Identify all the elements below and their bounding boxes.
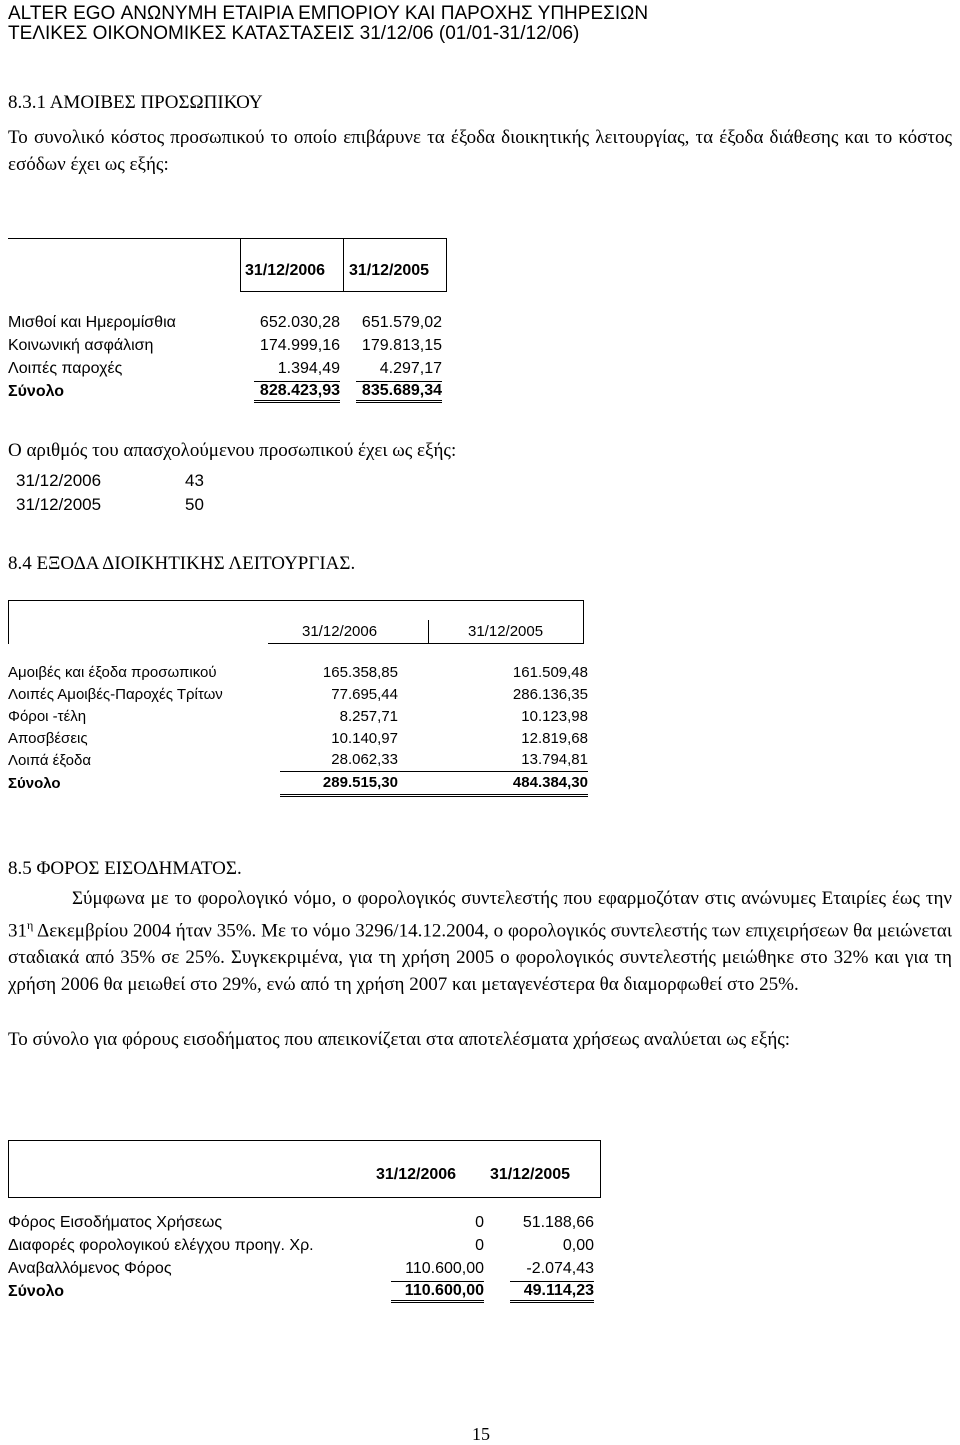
table-total-row xyxy=(8,771,588,795)
staff-date-2005: 31/12/2005 xyxy=(16,495,102,514)
table3-header-2006: 31/12/2006 xyxy=(376,1166,457,1183)
paragraph-1-part-a: Σύμφωνα με το φορολογικό νόμο, ο φορολογικός συντελεστής που εφαρμοζόταν στις ανώνυμες Εταιρίες έως την 31 xyxy=(8,888,952,942)
table1-col1-left-border xyxy=(240,238,241,292)
row-value-2005: 161.509,48 xyxy=(512,663,588,681)
table2-header-2005: 31/12/2005 xyxy=(468,623,544,640)
admin-expenses-table xyxy=(8,661,588,797)
section-title-84: 8.4 ΕΞΟΔΑ ΔΙΟΙΚΗΤΙΚΗΣ ΛΕΙΤΟΥΡΓΙΑΣ. xyxy=(8,553,356,574)
table-row xyxy=(8,749,588,771)
table-row xyxy=(8,705,588,727)
table2-header-2006: 31/12/2006 xyxy=(302,623,378,640)
table1-header-2005: 31/12/2005 xyxy=(349,262,430,279)
row-value-2005: 179.813,15 xyxy=(361,336,442,354)
row-value-2005: 651.579,02 xyxy=(361,313,442,331)
row-label: Φόροι -τέλη xyxy=(8,707,87,725)
table2-col-separator xyxy=(428,620,429,644)
table2-top-border xyxy=(8,600,584,601)
row-value-2006: 10.140,97 xyxy=(331,729,398,747)
row-value-2006: 174.999,16 xyxy=(259,336,340,354)
row-value-2005: 13.794,81 xyxy=(398,749,588,771)
row-value-2006: 0 xyxy=(475,1236,484,1254)
section-85-paragraph-2: Το σύνολο για φόρους εισοδήματος που απεικονίζεται στα αποτελέσματα χρήσεως αναλύεται ως εξής: xyxy=(8,1029,791,1050)
section-title-831: 8.3.1 ΑΜΟΙΒΕΣ ΠΡΟΣΩΠΙΚΟΥ xyxy=(8,92,263,113)
row-value-2006: 28.062,33 xyxy=(280,749,398,771)
report-subtitle: ΤΕΛΙΚΕΣ ΟΙΚΟΝΟΜΙΚΕΣ ΚΑΤΑΣΤΑΣΕΙΣ 31/12/06 (01/01-31/12/06) xyxy=(8,23,580,44)
table-row xyxy=(8,1257,594,1280)
total-value-2006: 289.515,30 xyxy=(280,771,398,795)
table-row xyxy=(8,683,588,705)
table1-header-2006: 31/12/2006 xyxy=(245,262,326,279)
row-value-2006: 8.257,71 xyxy=(339,707,398,725)
row-value-2005: 0,00 xyxy=(562,1236,594,1254)
total-label: Σύνολο xyxy=(8,774,61,792)
table-row xyxy=(8,357,442,380)
row-value-2006: 1.394,49 xyxy=(277,359,340,377)
table-row xyxy=(8,1211,594,1234)
table-row xyxy=(8,661,588,683)
section-title-85: 8.5 ΦΟΡΟΣ ΕΙΣΟΔΗΜΑΤΟΣ. xyxy=(8,858,242,879)
row-value-2006: 165.358,85 xyxy=(322,663,398,681)
row-label: Κοινωνική ασφάλιση xyxy=(8,336,154,354)
staff-count-2005: 50 xyxy=(185,495,204,514)
table-row xyxy=(8,334,442,357)
table3-header-bottom-border xyxy=(8,1197,601,1198)
table-row xyxy=(8,311,442,334)
row-value-2005: 286.136,35 xyxy=(512,685,588,703)
row-label: Αποσβέσεις xyxy=(8,729,88,747)
row-value-2006: 0 xyxy=(475,1213,484,1231)
row-label: Αμοιβές και έξοδα προσωπικού xyxy=(8,663,217,681)
income-tax-table xyxy=(8,1211,594,1304)
table-total-row xyxy=(8,1280,594,1304)
table3-right-border xyxy=(600,1140,601,1198)
row-value-2006: 110.600,00 xyxy=(405,1259,484,1277)
row-value-2006: 77.695,44 xyxy=(331,685,398,703)
row-label: Λοιπά έξοδα xyxy=(8,751,92,769)
total-label: Σύνολο xyxy=(8,1283,65,1300)
row-value-2005: 10.123,98 xyxy=(521,707,588,725)
row-value-2005: 51.188,66 xyxy=(522,1213,594,1231)
row-label: Λοιπές Αμοιβές-Παροχές Τρίτων xyxy=(8,685,223,703)
total-label: Σύνολο xyxy=(8,383,65,400)
personnel-cost-table xyxy=(8,311,442,404)
total-value-2005: 49.114,23 xyxy=(510,1281,594,1303)
row-label: Αναβαλλόμενος Φόρος xyxy=(8,1259,172,1277)
row-value-2006: 652.030,28 xyxy=(259,313,340,331)
section-85-paragraph-1 xyxy=(8,885,952,998)
table3-header-2005: 31/12/2005 xyxy=(490,1166,571,1183)
row-label: Μισθοί και Ημερομίσθια xyxy=(8,313,176,331)
row-value-2005: 12.819,68 xyxy=(521,729,588,747)
table-row xyxy=(8,1234,594,1257)
total-value-2005: 835.689,34 xyxy=(356,381,442,403)
table1-header-bottom-border xyxy=(240,291,447,292)
table-total-row xyxy=(8,380,442,404)
table-row xyxy=(8,727,588,749)
row-label: Διαφορές φορολογικού ελέγχου προηγ. Χρ. xyxy=(8,1236,314,1254)
row-value-2005: -2.074,43 xyxy=(526,1259,594,1277)
total-value-2005: 484.384,30 xyxy=(398,771,588,795)
table1-top-border xyxy=(8,238,447,239)
staff-count-text: Ο αριθμός του απασχολούμενου προσωπικού έχει ως εξής: xyxy=(8,440,457,461)
paragraph-1-part-b: Δεκεμβρίου 2004 ήταν 35%. Με το νόμο 3296/14.12.2004, ο φορολογικός συντελεστής των επιχειρήσεων θα μειώνεται σταδιακά από 35% σε 25%. Συγκεκριμένα, για τη χρήση 2005 ο φορολογικός συντελεστής μειώθηκε στο 32% και για τη χρήση 2006 θα μειωθεί στο 29%, ενώ από τη χρήση 2007 και μεταγενέστερα θα διαμορφωθεί στο 25%. xyxy=(8,920,952,996)
table3-top-border xyxy=(8,1140,601,1141)
staff-count-2006: 43 xyxy=(185,471,204,490)
table2-left-border xyxy=(8,600,9,644)
row-value-2005: 4.297,17 xyxy=(379,359,442,377)
table1-col2-right-border xyxy=(446,238,447,292)
total-value-2006: 828.423,93 xyxy=(254,381,340,403)
total-value-2006: 110.600,00 xyxy=(391,1281,484,1303)
staff-date-2006: 31/12/2006 xyxy=(16,471,102,490)
table3-left-border xyxy=(8,1140,9,1198)
table1-col1-right-border xyxy=(343,238,344,292)
company-header: ALTER EGO ΑΝΩΝΥΜΗ ΕΤΑΙΡΙΑ ΕΜΠΟΡΙΟΥ ΚΑΙ ΠΑΡΟΧΗΣ ΥΠΗΡΕΣΙΩΝ xyxy=(8,3,649,24)
table2-right-border xyxy=(583,600,584,644)
row-label: Λοιπές παροχές xyxy=(8,359,123,377)
page-number: 15 xyxy=(472,1424,490,1444)
row-label: Φόρος Εισοδήματος Χρήσεως xyxy=(8,1213,223,1231)
section-831-text: Το συνολικό κόστος προσωπικού το οποίο επιβάρυνε τα έξοδα διοικητικής λειτουργίας, τα έξοδα διάθεσης και το κόστος εσόδων έχει ως εξής: xyxy=(8,127,952,175)
table2-header-bottom-border xyxy=(268,643,584,644)
superscript-eta: η xyxy=(27,918,34,932)
